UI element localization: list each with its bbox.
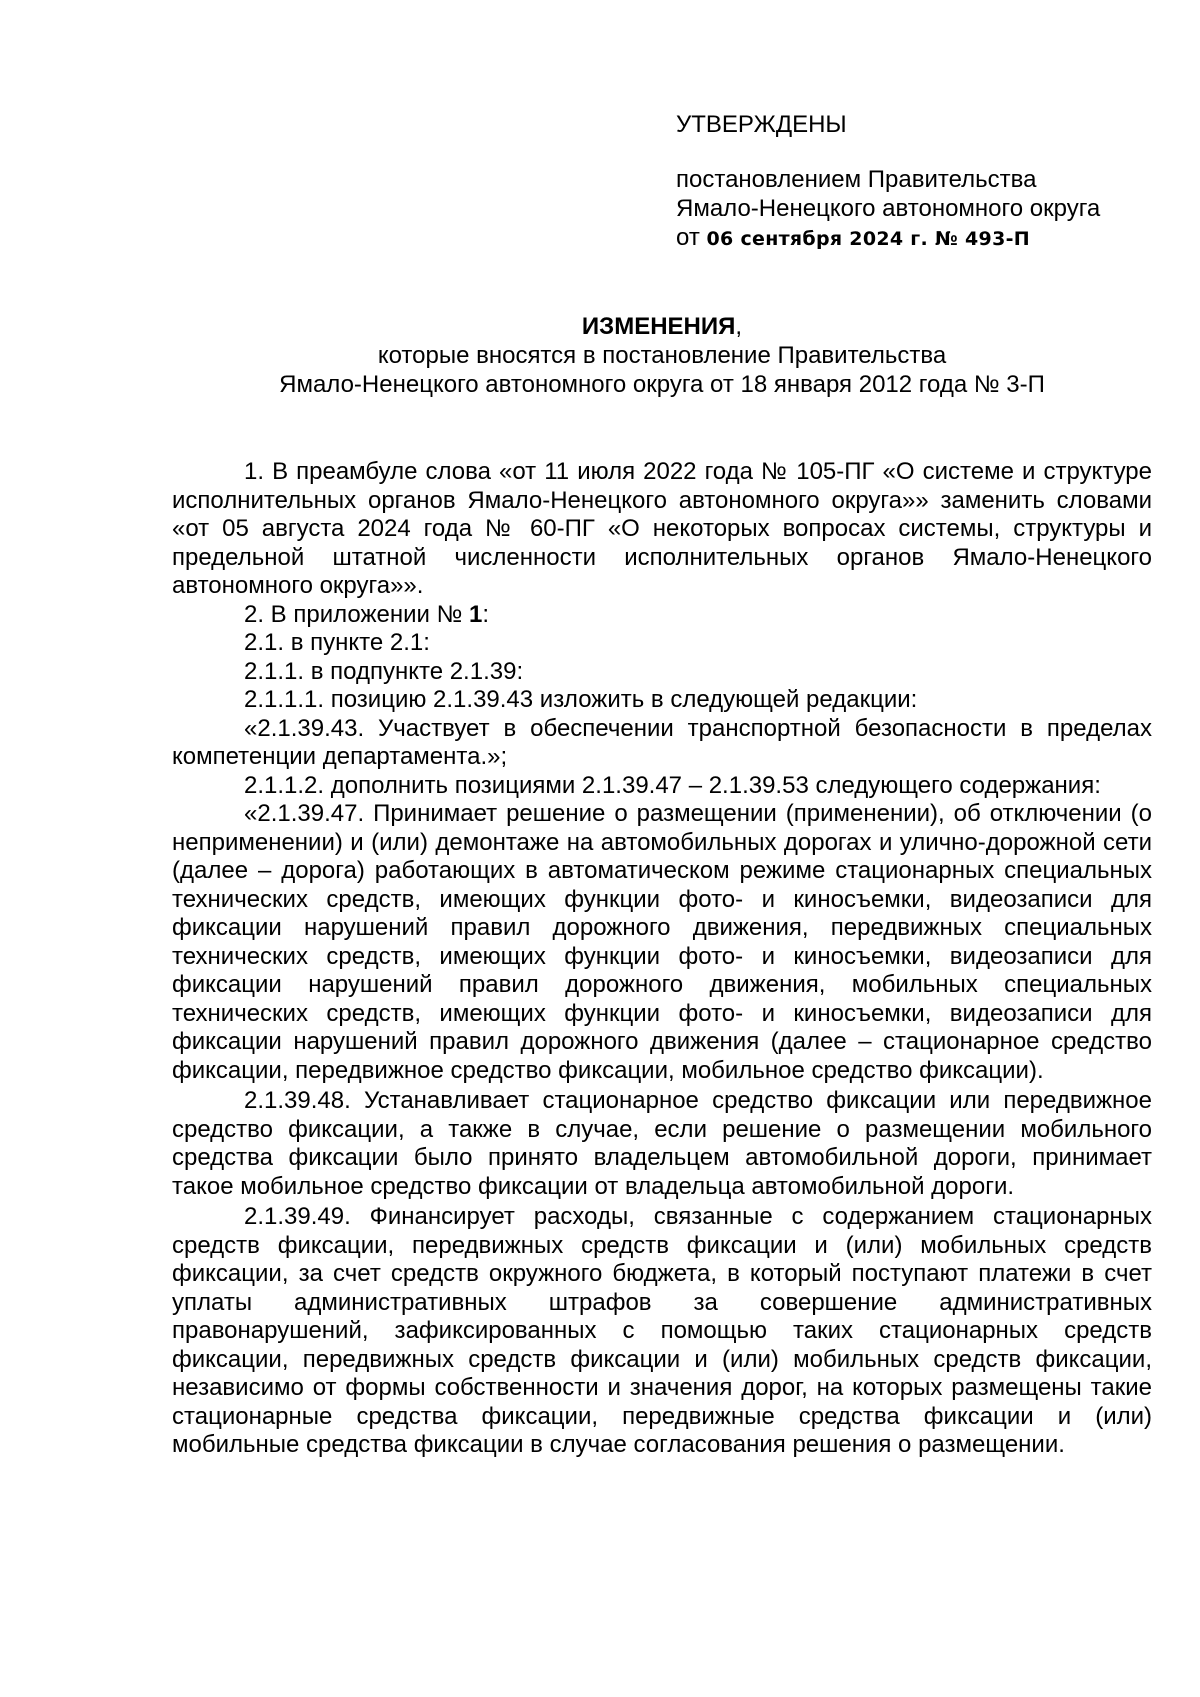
paragraph-9: 2.1.39.48. Устанавливает стационарное средство фиксации или передвижное средство фиксации, а также в случае, если решение о размещении мобильного средства фиксации было принято владельцем автомобильной дороги, принимает такое мобильное средство фиксации от владельца автомобильной дороги. (172, 1087, 1152, 1200)
paragraph-6: «2.1.39.43. Участвует в обеспечении транспортной безопасности в пределах компетенции департамента.»; (172, 714, 1152, 770)
paragraph-2 (172, 601, 1152, 630)
paragraph-8: «2.1.39.47. Принимает решение о размещении (применении), об отключении (о неприменении) и (или) демонтаже на автомобильных дорогах и улично-дорожной сети (далее – дорога) работающих в автоматическом режиме стационарных специальных технических средств, имеющих функции фото- и киносъемки, видеозаписи для фиксации нарушений правил дорожного движения, передвижных специальных технических средств, имеющих функции фото- и киносъемки, видеозаписи для фиксации нарушений правил дорожного движения, мобильных специальных технических средств, имеющих функции фото- и киносъемки, видеозаписи для фиксации нарушений правил дорожного движения (далее – стационарное средство фиксации, передвижное средство фиксации, мобильное средство фиксации). (172, 800, 1152, 1084)
paragraph-2-text: 2. В приложении № (244, 600, 470, 628)
document-heading (172, 312, 1152, 399)
paragraph-1: 1. В преамбуле слова «от 11 июля 2022 года № 105-ПГ «О системе и структуре исполнительных органов Ямало-Ненецкого автономного округа»» заменить словами «от 05 августа 2024 года № 60-ПГ «О некоторых вопросах системы, структуры и предельной штатной численности исполнительных органов Ямало-Ненецкого автономного округа»». (172, 458, 1152, 599)
document-body (172, 458, 1152, 1460)
heading-title: ИЗМЕНЕНИЯ (581, 313, 736, 340)
paragraph-2-bold: 1 (469, 600, 483, 628)
approval-block (676, 110, 1176, 254)
heading-title-line (172, 312, 1152, 341)
heading-subtitle-line-2: Ямало-Ненецкого автономного округа от 18 января 2012 года № 3-П (279, 371, 1045, 398)
approval-line-1: постановлением Правительства (676, 166, 1037, 193)
approval-line-2: Ямало-Ненецкого автономного округа (676, 195, 1101, 222)
approval-stamp-title: УТВЕРЖДЕНЫ (676, 111, 847, 138)
approval-decree-line (676, 223, 1176, 254)
approval-decree-prefix: от (676, 224, 700, 251)
paragraph-3: 2.1. в пункте 2.1: (244, 629, 430, 656)
heading-title-suffix: , (735, 313, 743, 340)
paragraph-7: 2.1.1.2. дополнить позициями 2.1.39.47 – 2.1.39.53 следующего содержания: (244, 771, 1101, 799)
paragraph-10: 2.1.39.49. Финансирует расходы, связанные с содержанием стационарных средств фиксации, передвижных средств фиксации и (или) мобильных средств фиксации, за счет средств окружного бюджета, в который поступают платежи в счет уплаты административных штрафов за совершение административных правонарушений, зафиксированных с помощью таких стационарных средств фиксации, передвижных средств фиксации и (или) мобильных средств фиксации, независимо от формы собственности и значения дорог, на которых размещены такие стационарные средства фиксации, передвижные средства фиксации и (или) мобильные средства фиксации в случае согласования решения о размещении. (172, 1203, 1152, 1458)
approval-decree-number: 06 сентября 2024 г. № 493-П (706, 228, 1030, 250)
paragraph-5: 2.1.1.1. позицию 2.1.39.43 изложить в следующей редакции: (244, 686, 918, 713)
heading-subtitle-line-1: которые вносятся в постановление Правительства (377, 342, 947, 369)
paragraph-2-end: : (482, 600, 490, 628)
paragraph-4: 2.1.1. в подпункте 2.1.39: (244, 657, 524, 685)
